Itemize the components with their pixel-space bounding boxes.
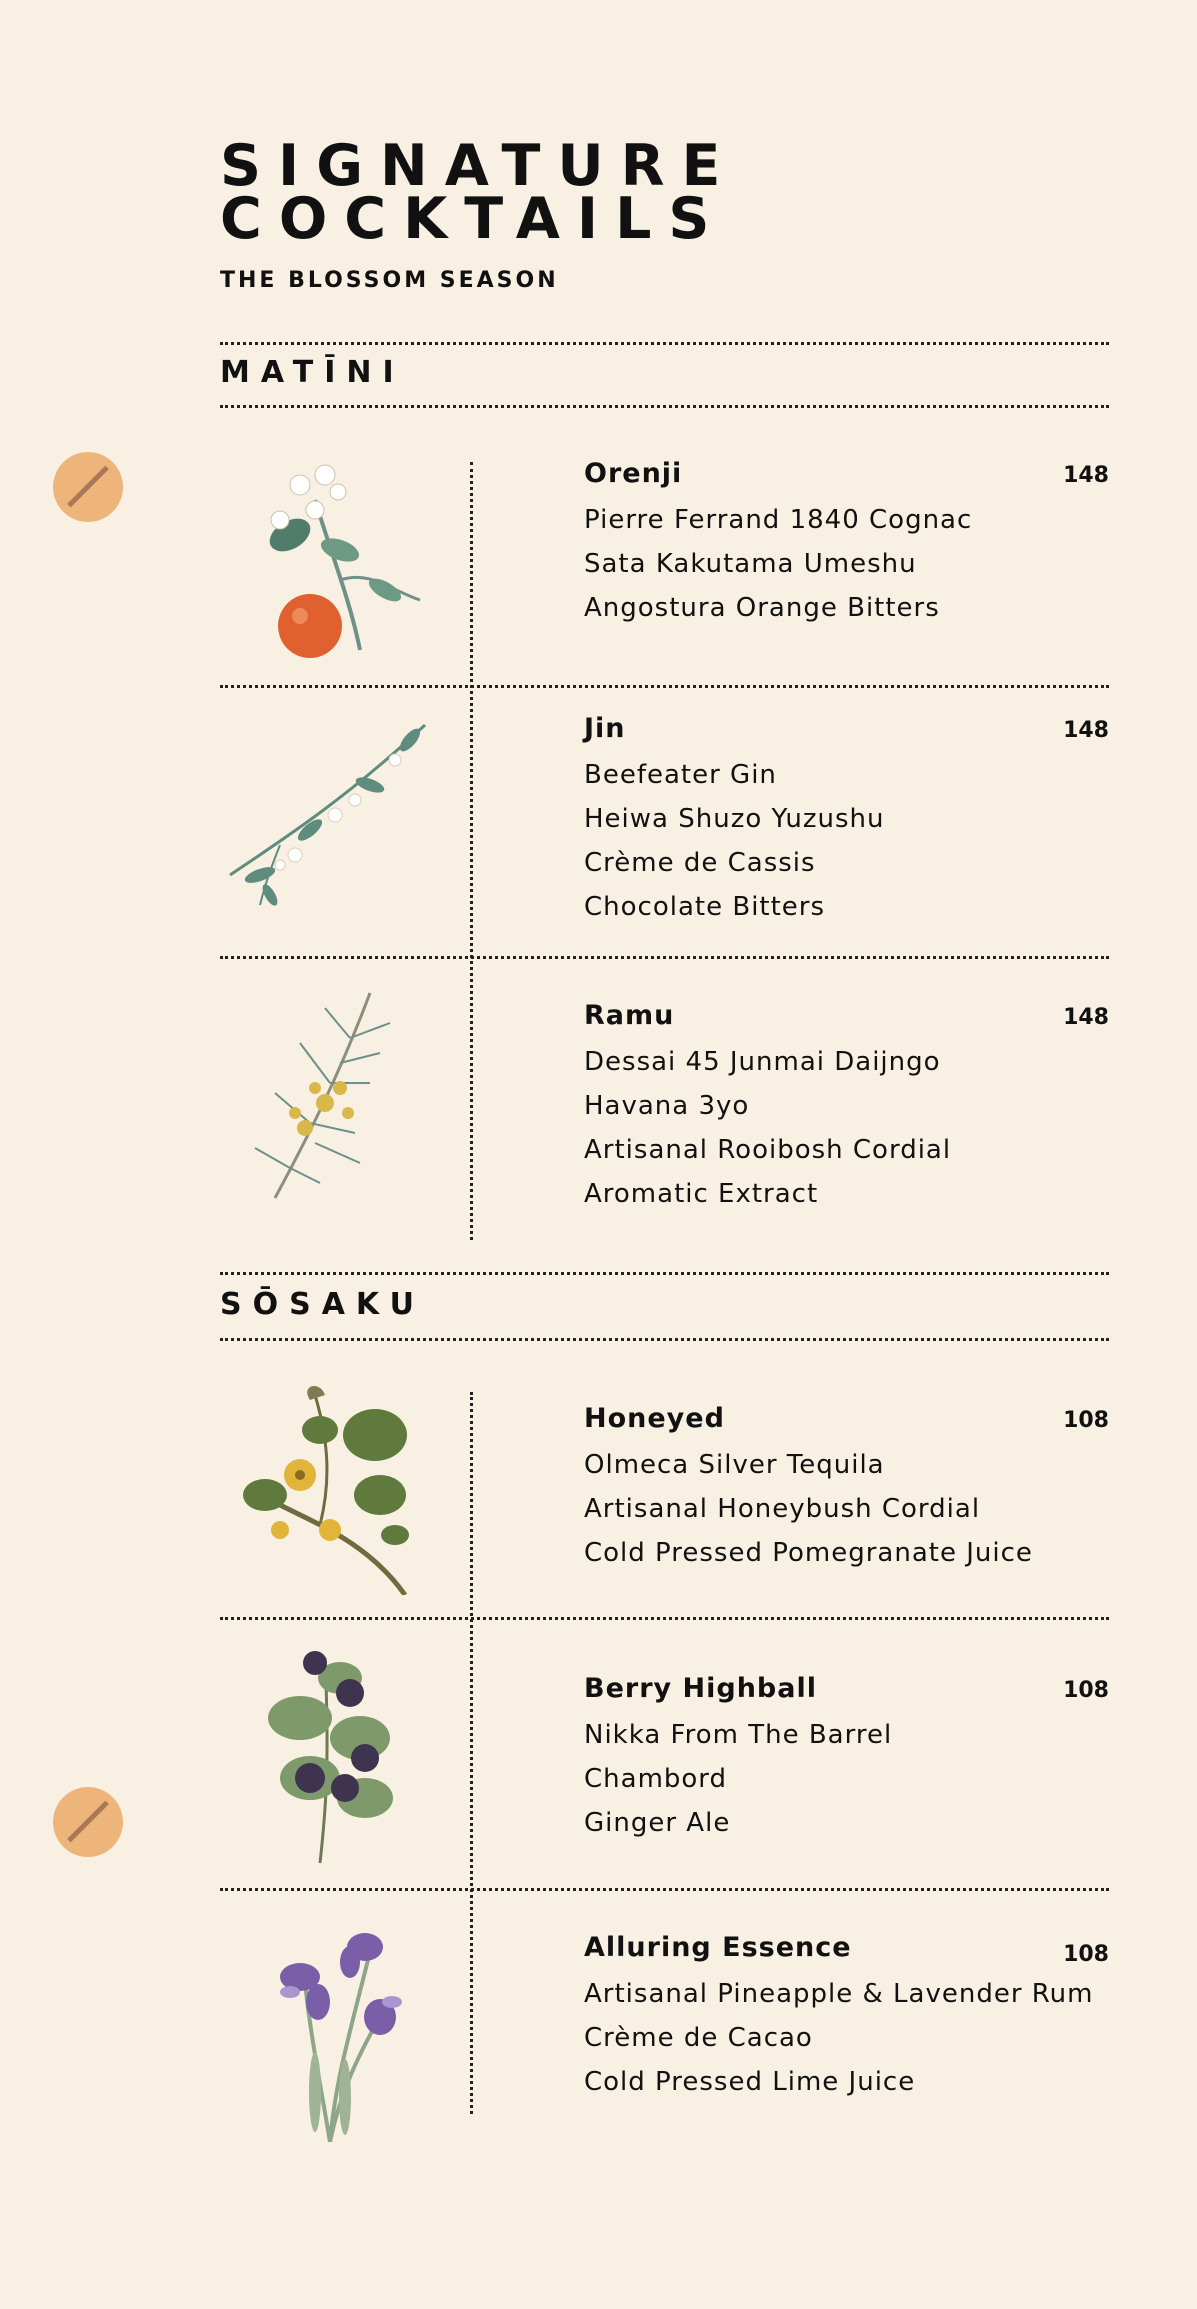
ingredient-list [584, 1443, 1033, 1575]
ingredient-list [584, 753, 885, 929]
ingredient-list [584, 1040, 951, 1216]
title-line-1: SIGNATURE [220, 133, 738, 199]
item-price: 108 [1063, 1408, 1109, 1433]
ingredient: Crème de Cacao [584, 2023, 813, 2053]
item-name: Ramu [584, 1000, 675, 1031]
ingredient: Ginger Ale [584, 1808, 731, 1838]
item-name: Orenji [584, 458, 683, 489]
section-divider [220, 342, 1109, 345]
column-divider [470, 1392, 473, 2114]
ingredient: Pierre Ferrand 1840 Cognac [584, 505, 973, 535]
ingredient: Olmeca Silver Tequila [584, 1450, 885, 1480]
honeybush-flower-icon [220, 1375, 450, 1595]
item-divider [220, 1617, 1109, 1620]
ingredient: Artisanal Honeybush Cordial [584, 1494, 981, 1524]
orange-blossom-icon [220, 440, 450, 660]
iris-flower-icon [220, 1922, 450, 2142]
ingredient: Artisanal Rooibosh Cordial [584, 1135, 952, 1165]
ingredient: Artisanal Pineapple & Lavender Rum [584, 1979, 1094, 2009]
section-divider [220, 405, 1109, 408]
section-title-matini: MATĪNI [220, 355, 405, 390]
column-divider [470, 462, 473, 1240]
ingredient: Dessai 45 Junmai Daijngo [584, 1047, 941, 1077]
ingredient-list [584, 1713, 892, 1845]
item-name: Honeyed [584, 1403, 725, 1434]
section-divider [220, 1272, 1109, 1275]
ingredient: Cold Pressed Lime Juice [584, 2067, 916, 2097]
ingredient: Angostura Orange Bitters [584, 593, 940, 623]
menu-subtitle: THE BLOSSOM SEASON [220, 268, 559, 293]
ingredient: Aromatic Extract [584, 1179, 819, 1209]
item-divider [220, 956, 1109, 959]
ingredient: Havana 3yo [584, 1091, 750, 1121]
binder-hole-top [53, 452, 123, 522]
item-name: Berry Highball [584, 1673, 817, 1704]
item-divider [220, 1888, 1109, 1891]
item-price: 108 [1063, 1942, 1109, 1967]
ingredient: Cold Pressed Pomegranate Juice [584, 1538, 1033, 1568]
menu-page [220, 0, 1109, 2309]
item-divider [220, 685, 1109, 688]
ingredient-list [584, 1972, 1093, 2104]
ingredient: Crème de Cassis [584, 848, 816, 878]
rooibos-sprig-icon [220, 983, 450, 1203]
section-title-sosaku: SŌSAKU [220, 1287, 426, 1322]
ingredient: Nikka From The Barrel [584, 1720, 893, 1750]
blackberry-icon [220, 1648, 450, 1868]
item-price: 148 [1063, 1005, 1109, 1030]
item-price: 108 [1063, 1678, 1109, 1703]
ingredient: Chambord [584, 1764, 728, 1794]
item-price: 148 [1063, 463, 1109, 488]
jasmine-branch-icon [220, 705, 450, 925]
section-divider [220, 1338, 1109, 1341]
item-name: Alluring Essence [584, 1932, 852, 1963]
title-line-2: COCKTAILS [220, 186, 727, 252]
ingredient: Beefeater Gin [584, 760, 777, 790]
item-name: Jin [584, 713, 626, 744]
menu-title [220, 133, 738, 252]
ingredient-list [584, 498, 972, 630]
ingredient: Sata Kakutama Umeshu [584, 549, 917, 579]
ingredient: Heiwa Shuzo Yuzushu [584, 804, 885, 834]
binder-hole-bottom [53, 1787, 123, 1857]
ingredient: Chocolate Bitters [584, 892, 826, 922]
item-price: 148 [1063, 718, 1109, 743]
